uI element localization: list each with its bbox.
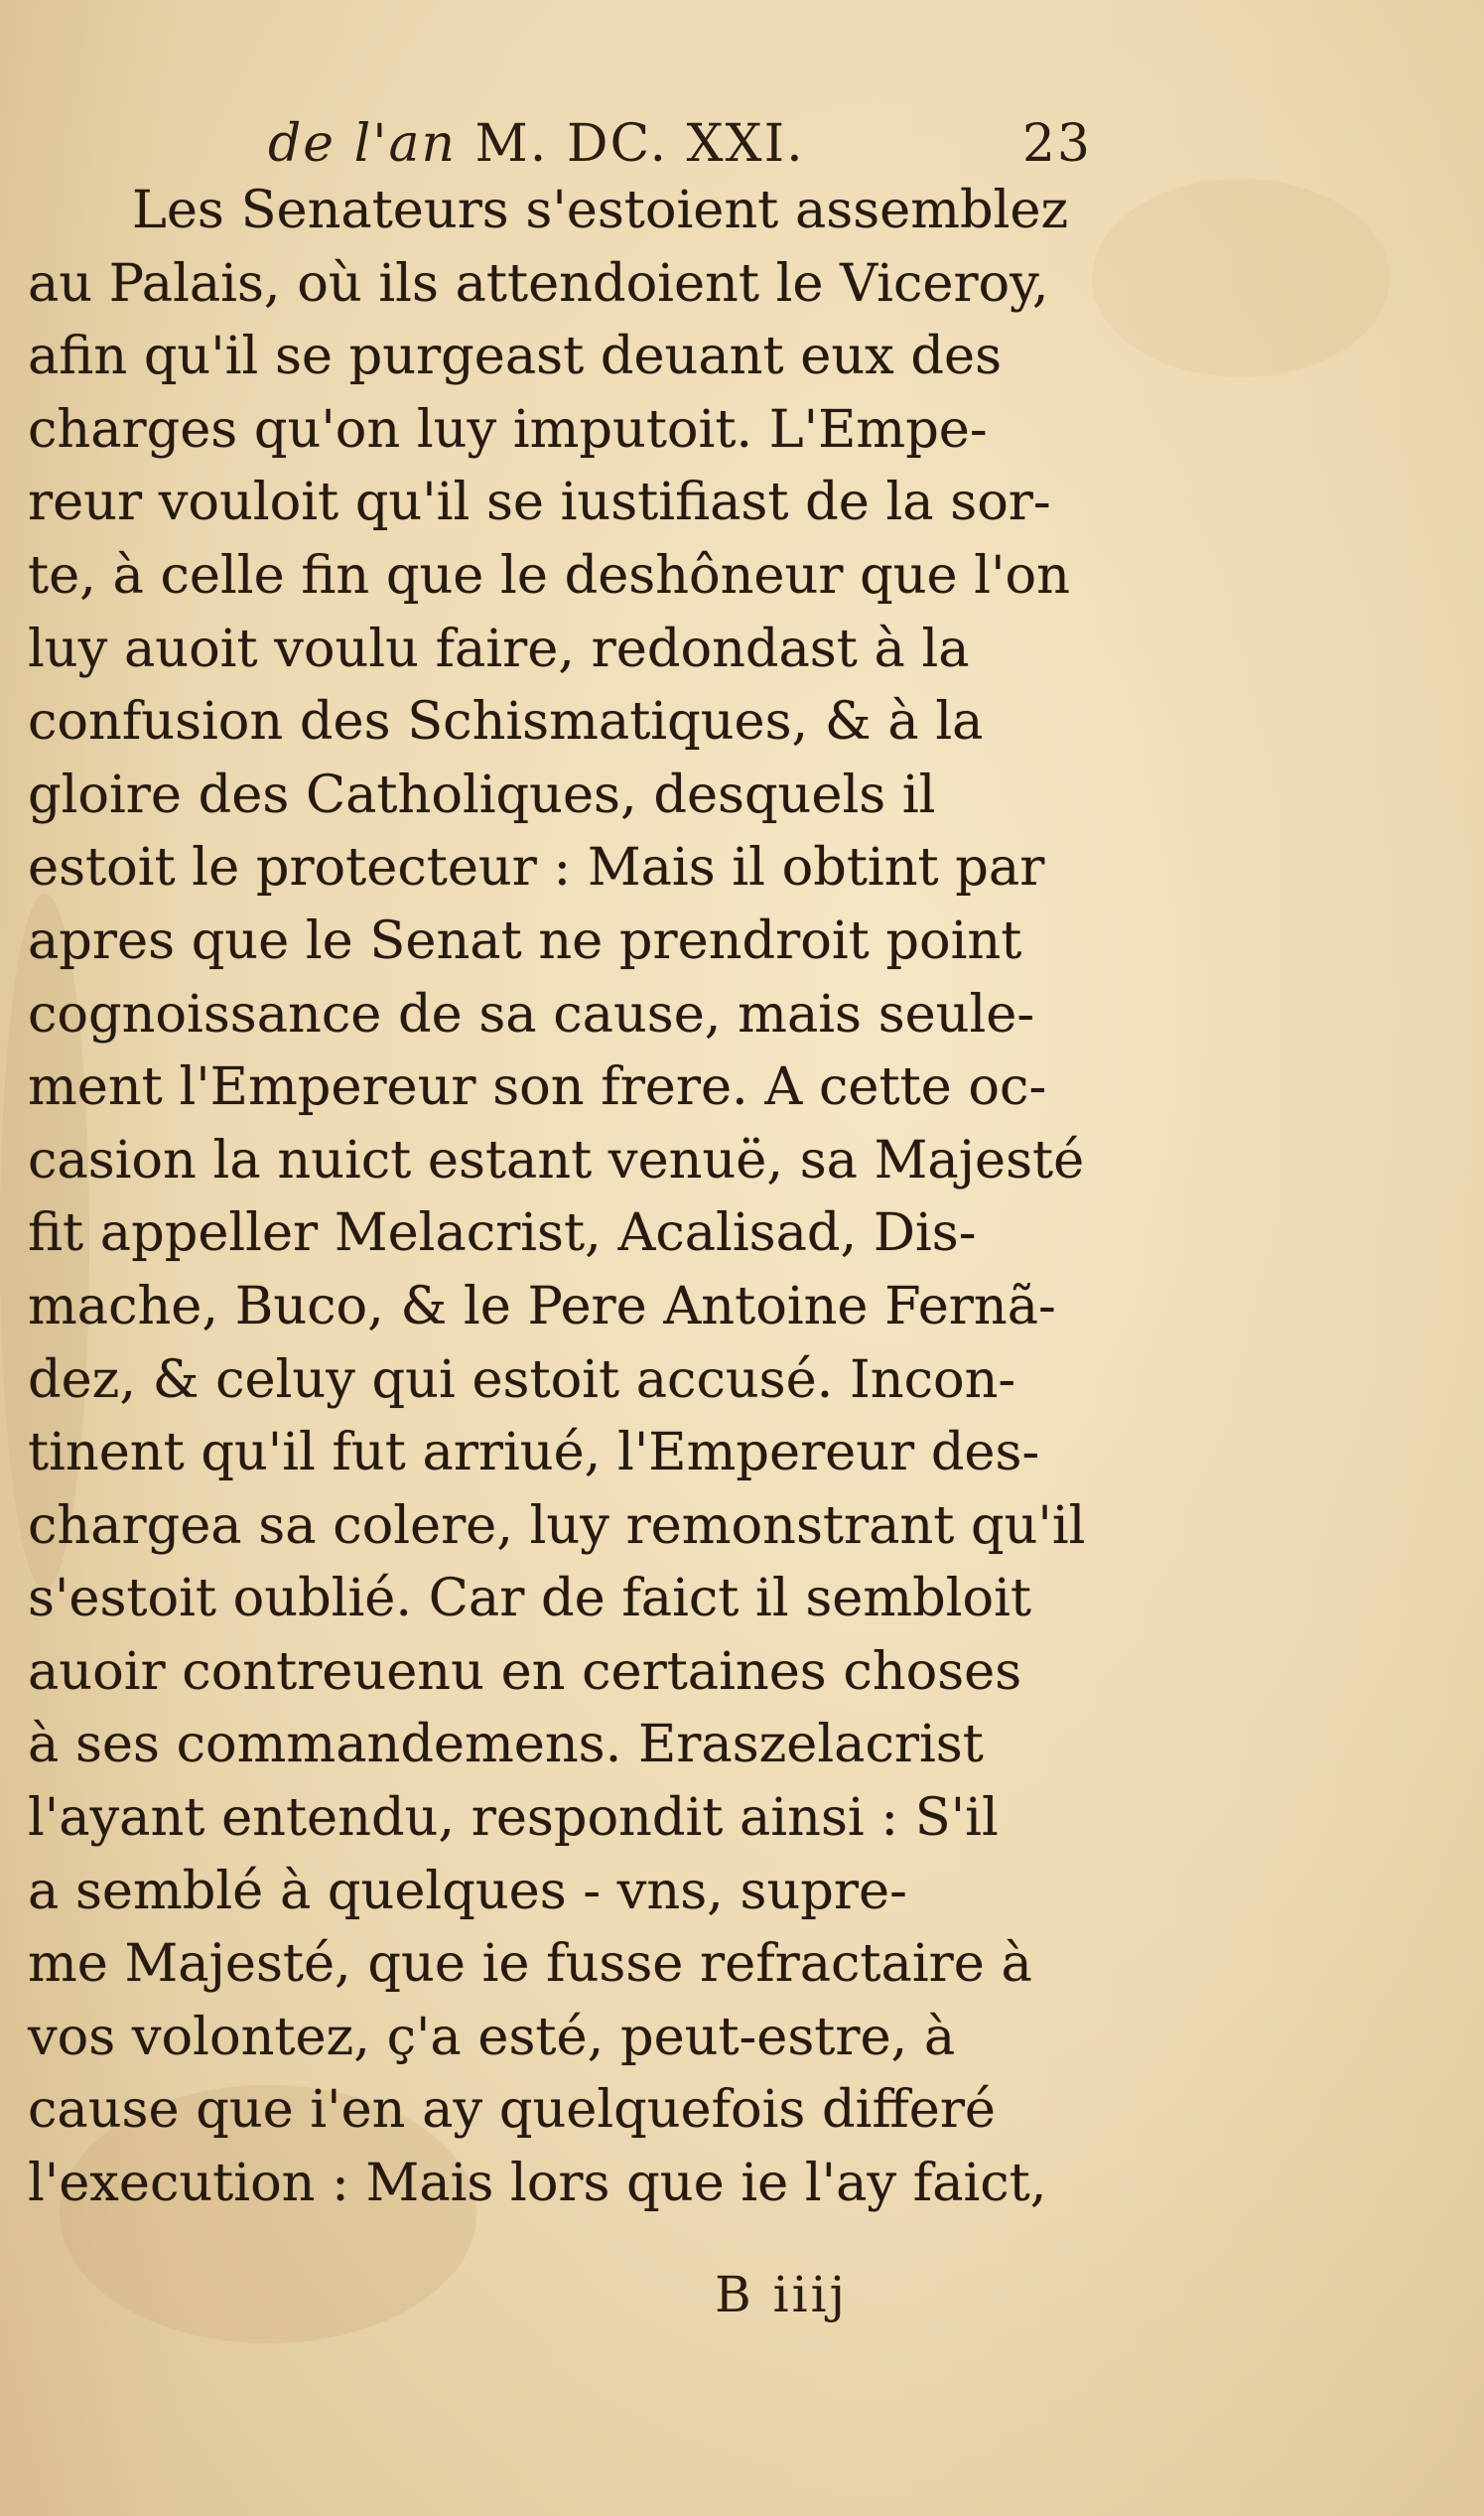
text-line: fit appeller Melacrist, Acalisad, Dis- xyxy=(28,1202,977,1264)
text-line: casion la nuict estant venuë, sa Majesté xyxy=(28,1129,1085,1190)
text-line: cause que i'en ay quelquefois differé xyxy=(28,2079,996,2141)
page-number: 23 xyxy=(1021,114,1092,174)
text-line: l'ayant entendu, respondit ainsi : S'il xyxy=(28,1787,999,1849)
text-line: Les Senateurs s'estoient assemblez xyxy=(132,180,1069,240)
text-line: au Palais, où ils attendoient le Viceroy, xyxy=(28,252,1049,314)
text-line: ment l'Empereur son frere. A cette oc- xyxy=(28,1056,1047,1118)
body-text xyxy=(28,174,1130,2220)
text-line: à ses commandemens. Eraszelacrist xyxy=(28,1714,984,1775)
text-line: a semblé à quelques - vns, supre- xyxy=(28,1860,907,1921)
text-line: luy auoit voulu faire, redondast à la xyxy=(28,618,970,679)
text-line: me Majesté, que ie fusse refractaire à xyxy=(28,1933,1032,1995)
running-head xyxy=(268,114,805,174)
running-head-prefix: de l'an xyxy=(268,114,458,174)
text-line: te, à celle fin que le deshôneur que l'on xyxy=(28,544,1070,606)
text-line: mache, Buco, & le Pere Antoine Fernã- xyxy=(28,1275,1056,1336)
text-line: reur vouloit qu'il se iustifiast de la sor- xyxy=(28,472,1051,533)
paper-stain xyxy=(1092,179,1390,377)
text-line: estoit le protecteur : Mais il obtint par xyxy=(28,837,1045,899)
text-line: chargea sa colere, luy remonstrant qu'il xyxy=(28,1494,1086,1556)
text-line: s'estoit oublié. Car de faict il sembloit xyxy=(28,1568,1032,1629)
text-line: vos volontez, ç'a esté, peut-estre, à xyxy=(28,2006,956,2067)
text-line: apres que le Senat ne prendroit point xyxy=(28,909,1022,971)
text-line: auoir contreuenu en certaines choses xyxy=(28,1640,1022,1702)
text-line: l'execution : Mais lors que ie l'ay faict, xyxy=(28,2153,1047,2214)
text-line: charges qu'on luy imputoit. L'Empe- xyxy=(28,398,988,460)
text-line: tinent qu'il fut arriué, l'Empereur des- xyxy=(28,1422,1040,1483)
signature-mark: B iiij xyxy=(715,2266,849,2323)
running-head-year: M. DC. XXI. xyxy=(474,114,805,174)
text-line: dez, & celuy qui estoit accusé. Incon- xyxy=(28,1348,1016,1410)
text-line: afin qu'il se purgeast deuant eux des xyxy=(28,326,1003,387)
text-line: cognoissance de sa cause, mais seule- xyxy=(28,983,1035,1045)
text-line: gloire des Catholiques, desquels il xyxy=(28,764,936,825)
text-line: confusion des Schismatiques, & à la xyxy=(28,691,984,753)
